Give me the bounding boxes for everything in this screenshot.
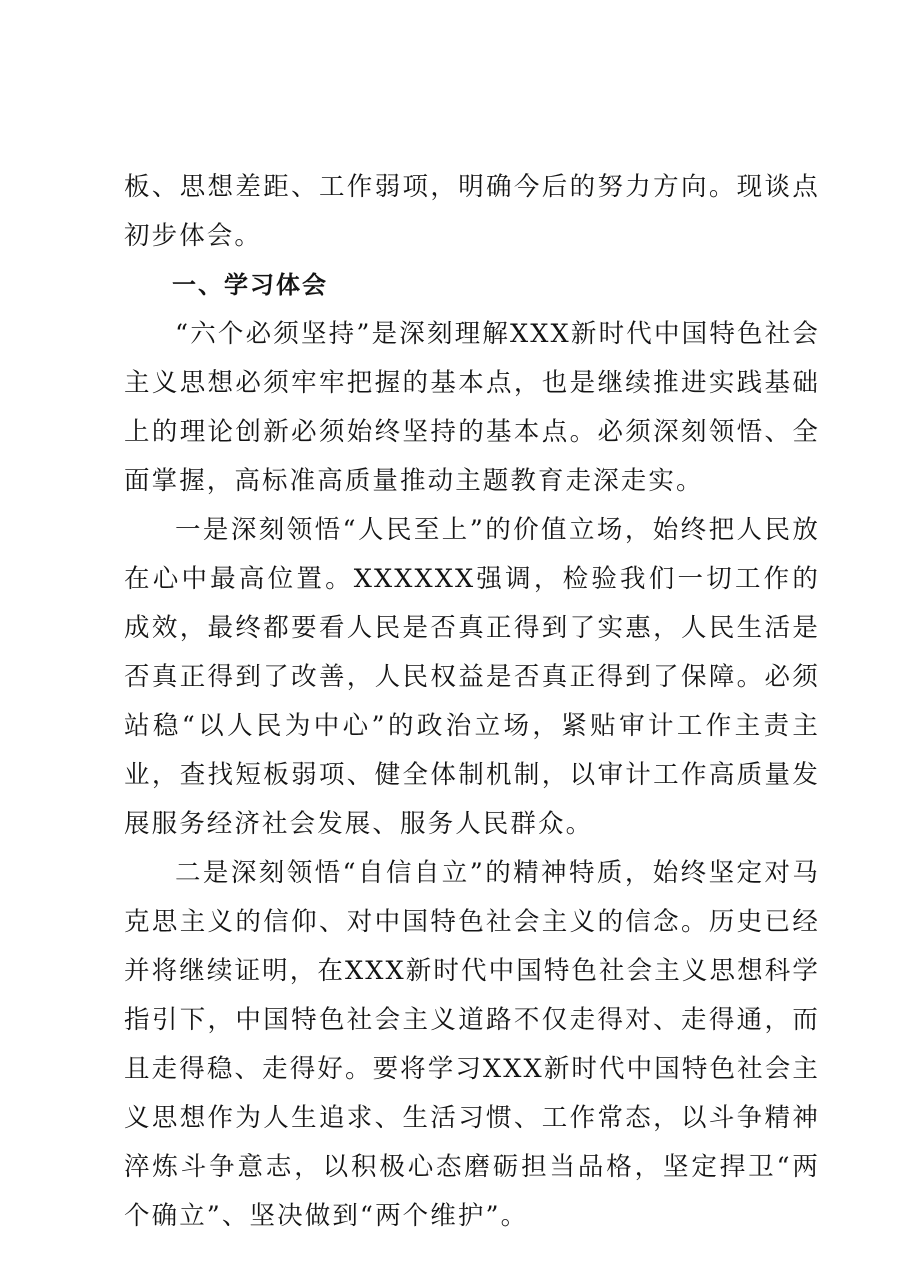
paragraph-point-1: 一是深刻领悟“人民至上”的价值立场，始终把人民放在心中最高位置。XXXXXX强调，检验我们一切工作的成效，最终都要看人民是否真正得到了实惠，人民生活是否真正得到了改善，人民权益是否真正得到了保障。必须站稳“以人民为中心”的政治立场，紧贴审计工作主责主业，查找短板弱项、健全体制机制，以审计工作高质量发展服务经济社会发展、服务人民群众。 [124,515,820,839]
document-body [124,163,820,1241]
section-heading-study-experience: 一、学习体会 [172,271,328,299]
paragraph-point-2: 二是深刻领悟“自信自立”的精神特质，始终坚定对马克思主义的信仰、对中国特色社会主义的信念。历史已经并将继续证明，在XXX新时代中国特色社会主义思想科学指引下，中国特色社会主义道路不仅走得对、走得通，而且走得稳、走得好。要将学习XXX新时代中国特色社会主义思想作为人生追求、生活习惯、工作常态，以斗争精神淬炼斗争意志，以积极心态磨砺担当品格，坚定捍卫“两个确立”、坚决做到“两个维护”。 [124,858,820,1231]
paragraph-continuation: 板、思想差距、工作弱项，明确今后的努力方向。现谈点初步体会。 [124,172,820,251]
paragraph-intro: “六个必须坚持”是深刻理解XXX新时代中国特色社会主义思想必须牢牢把握的基本点，也是继续推进实践基础上的理论创新必须始终坚持的基本点。必须深刻领悟、全面掌握，高标准高质量推动主题教育走深走实。 [124,319,820,496]
